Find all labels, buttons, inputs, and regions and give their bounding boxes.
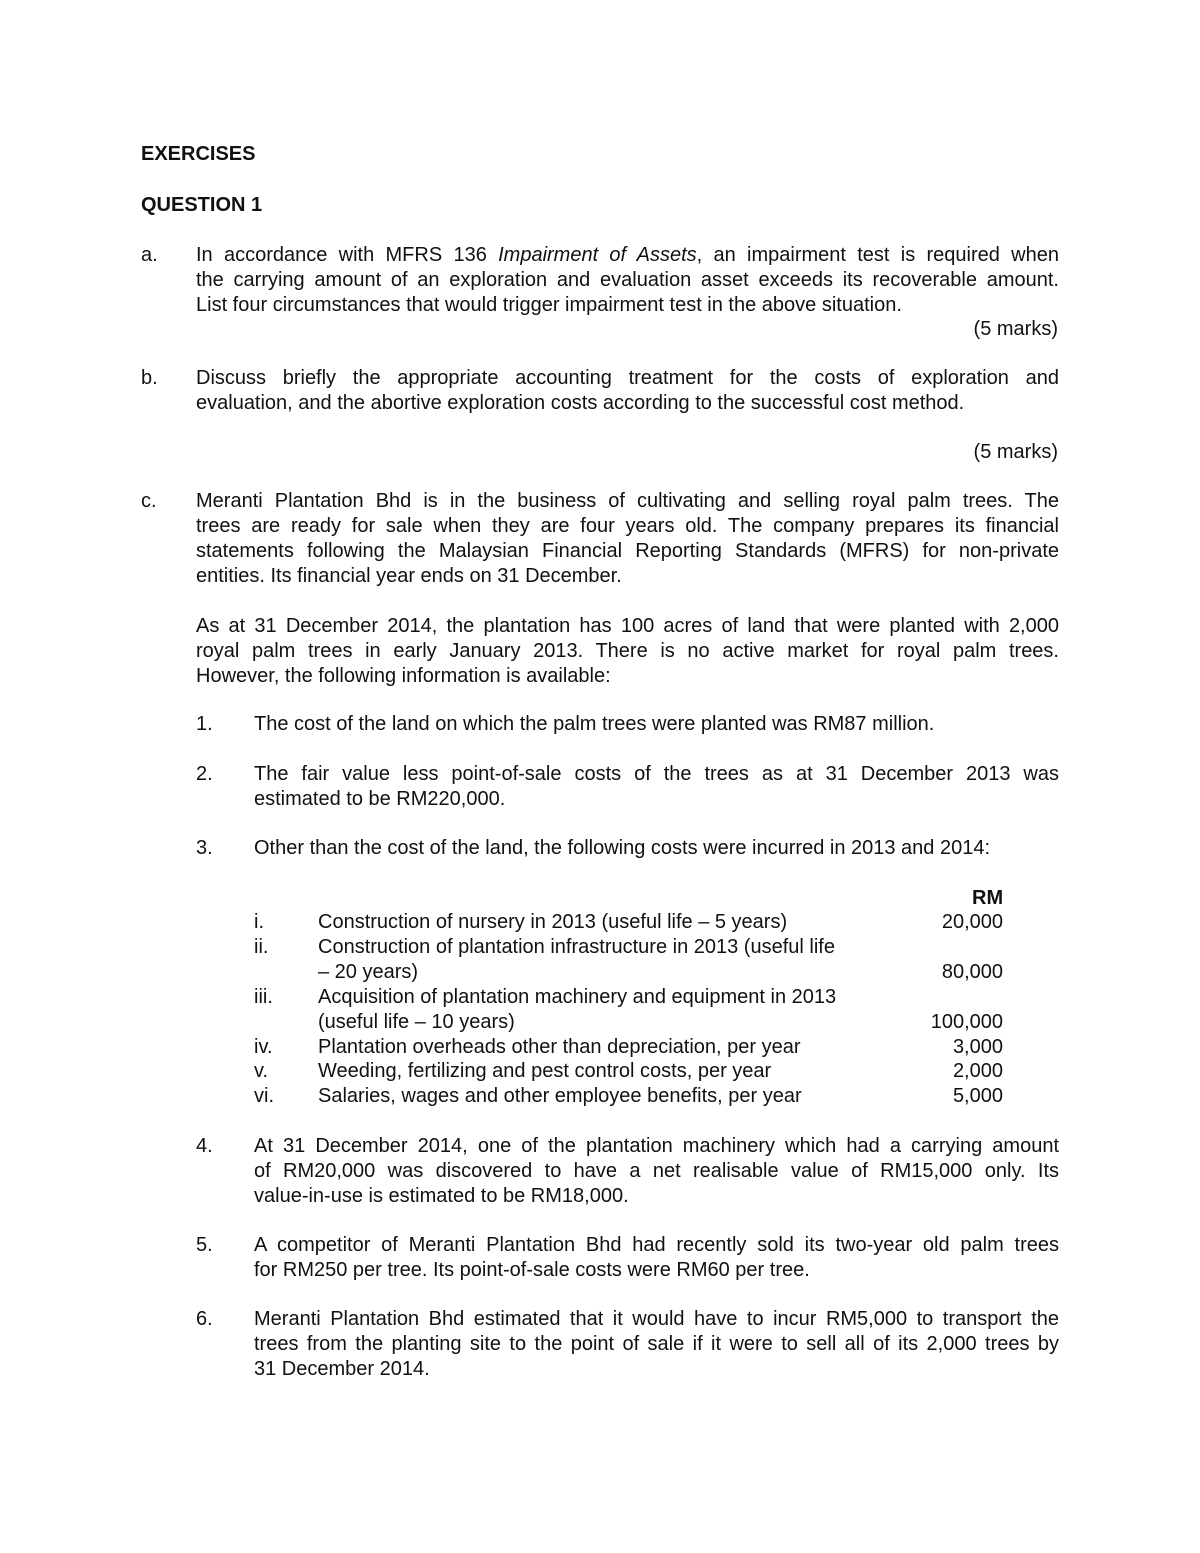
item-line: 31 December 2014. [254,1358,430,1380]
cost-desc-line: Plantation overheads other than depreciation, per year [318,1036,801,1058]
cost-desc-line: Weeding, fertilizing and pest control costs, per year [318,1060,772,1082]
item-line: The cost of the land on which the palm trees were planted was RM87 million. [254,713,935,735]
cost-row-amount: 80,000 [941,961,1003,983]
item-line: value-in-use is estimated to be RM18,000. [254,1185,629,1207]
cost-desc-line: Salaries, wages and other employee benefits, per year [318,1085,802,1107]
item-number: 5. [196,1234,213,1256]
part-a-text [196,243,1059,318]
part-a-marks: (5 marks) [973,318,1058,340]
part-c-label: c. [141,490,157,512]
cost-row-description [318,935,888,985]
part-a-line: the carrying amount of an exploration and evaluation asset exceeds its recoverable amount. [196,269,1059,291]
item-number: 3. [196,837,213,859]
item-line: The fair value less point-of-sale costs of the trees as at 31 December 2013 was [254,763,1059,785]
item-line: for RM250 per tree. Its point-of-sale costs were RM60 per tree. [254,1259,810,1281]
part-c-context-line: royal palm trees in early January 2013. There is no active market for royal palm trees. [196,640,1059,662]
cost-row-numeral: iv. [254,1036,273,1058]
cost-row-amount: 3,000 [952,1036,1003,1058]
item-text [254,836,1059,861]
item-text [254,762,1059,812]
cost-desc-line: Acquisition of plantation machinery and equipment in 2013 [318,986,837,1008]
part-a-line1-post: , an impairment test is required when [696,244,1059,266]
cost-row-amount: 5,000 [952,1085,1003,1107]
currency-header: RM [972,887,1004,909]
item-text [254,712,1059,737]
cost-row-numeral: vi. [254,1085,274,1107]
cost-row-description [318,1059,888,1084]
part-c-intro-line: trees are ready for sale when they are four years old. The company prepares its financial [196,515,1059,537]
standard-title: Impairment of Assets [498,244,697,266]
cost-row-amount: 100,000 [930,1011,1003,1033]
part-b-line: Discuss briefly the appropriate accounting treatment for the costs of exploration and [196,367,1059,389]
item-number: 6. [196,1308,213,1330]
part-b-label: b. [141,367,158,389]
item-line: Other than the cost of the land, the following costs were incurred in 2013 and 2014: [254,837,991,859]
item-number: 4. [196,1135,213,1157]
part-a-label: a. [141,244,158,266]
cost-desc-line: (useful life – 10 years) [318,1011,515,1033]
section-heading: EXERCISES [141,143,256,165]
cost-row-description [318,985,888,1035]
part-b-text [196,366,1059,416]
cost-row-numeral: ii. [254,936,269,958]
cost-row-numeral: i. [254,911,264,933]
part-c-intro-line: entities. Its financial year ends on 31 December. [196,565,622,587]
cost-row-amount: 2,000 [952,1060,1003,1082]
part-a-line: List four circumstances that would trigger impairment test in the above situation. [196,294,902,316]
part-c-context [196,614,1059,689]
part-a-line1-pre: In accordance with MFRS 136 [196,244,499,266]
cost-desc-line: Construction of plantation infrastructure in 2013 (useful life [318,936,835,958]
part-a-line [196,243,1059,268]
part-c-intro-line: Meranti Plantation Bhd is in the business of cultivating and selling royal palm trees. The [196,490,1059,512]
part-c-context-line: As at 31 December 2014, the plantation has 100 acres of land that were planted with 2,000 [196,615,1059,637]
item-line: of RM20,000 was discovered to have a net realisable value of RM15,000 only. Its [254,1160,1059,1182]
cost-row-description [318,1084,888,1109]
item-line: trees from the planting site to the point of sale if it were to sell all of its 2,000 trees by [254,1333,1059,1355]
cost-desc-line: Construction of nursery in 2013 (useful life – 5 years) [318,911,788,933]
part-c-intro [196,489,1059,589]
part-c-intro-line: statements following the Malaysian Financial Reporting Standards (MFRS) for non-private [196,540,1059,562]
cost-row-description [318,1035,888,1060]
cost-row-description [318,910,888,935]
cost-row-numeral: iii. [254,986,273,1008]
cost-desc-line: – 20 years) [318,961,419,983]
item-line: estimated to be RM220,000. [254,788,506,810]
item-text [254,1307,1059,1382]
item-number: 2. [196,763,213,785]
item-text [254,1134,1059,1209]
item-text [254,1233,1059,1283]
item-line: A competitor of Meranti Plantation Bhd had recently sold its two-year old palm trees [254,1234,1059,1256]
item-line: At 31 December 2014, one of the plantation machinery which had a carrying amount [254,1135,1059,1157]
part-b-marks: (5 marks) [973,441,1058,463]
cost-row-numeral: v. [254,1060,269,1082]
part-c-context-line: However, the following information is available: [196,665,611,687]
part-b-line: evaluation, and the abortive exploration costs according to the successful cost method. [196,392,965,414]
question-heading: QUESTION 1 [141,194,263,216]
item-line: Meranti Plantation Bhd estimated that it would have to incur RM5,000 to transport the [254,1308,1059,1330]
cost-row-amount: 20,000 [941,911,1003,933]
item-number: 1. [196,713,213,735]
